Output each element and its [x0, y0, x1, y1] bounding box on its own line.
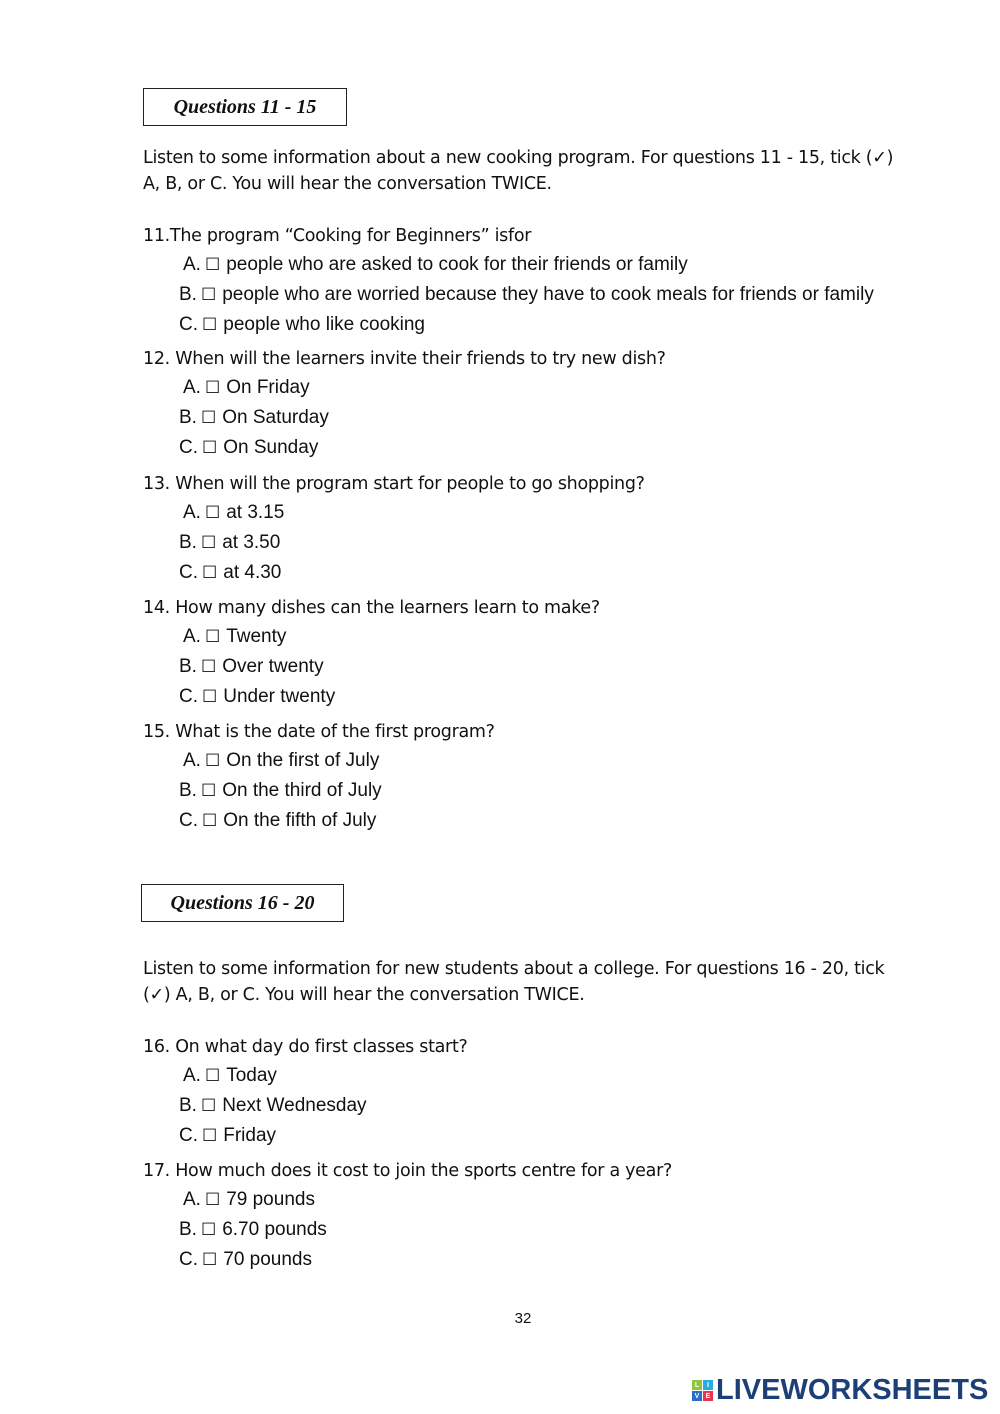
checkbox-icon[interactable]: ☐	[202, 563, 218, 582]
option-text: people who are worried because they have to cook meals for friends or family	[222, 284, 874, 305]
answer-option[interactable]	[179, 686, 335, 708]
logo-tile: I	[703, 1380, 713, 1390]
answer-option[interactable]	[183, 502, 284, 524]
option-letter: B.	[179, 284, 197, 305]
checkbox-icon[interactable]: ☐	[204, 1066, 221, 1085]
option-letter: C.	[179, 437, 198, 458]
option-text: Friday	[223, 1125, 277, 1146]
option-letter: C.	[179, 1249, 198, 1270]
answer-option[interactable]	[179, 1249, 312, 1271]
section-header: Questions 11 - 15	[173, 95, 317, 118]
option-letter: A.	[183, 254, 201, 275]
option-letter: B.	[179, 532, 197, 553]
logo-tile: V	[692, 1391, 702, 1401]
option-letter: B.	[179, 656, 197, 677]
instructions: Listen to some information about a new cooking program. For questions 11 - 15, tick (✓) A, B, or C. You will hear the conversation TWICE.	[143, 148, 894, 194]
checkbox-icon[interactable]: ☐	[204, 255, 221, 274]
checkbox-icon[interactable]: ☐	[202, 438, 218, 457]
page-number: 32	[514, 1310, 532, 1327]
answer-option[interactable]	[179, 314, 425, 336]
answer-option[interactable]	[179, 780, 382, 802]
answer-option[interactable]	[179, 810, 376, 832]
section-header-box	[141, 884, 344, 922]
section-header-box	[143, 88, 347, 126]
logo-text: LIVEWORKSHEETS	[716, 1374, 989, 1406]
option-text: On the fifth of July	[223, 810, 377, 831]
option-text: people who like cooking	[223, 314, 425, 335]
answer-option[interactable]	[183, 1189, 315, 1211]
option-text: Under twenty	[223, 686, 336, 707]
option-text: 79 pounds	[226, 1189, 315, 1210]
question-text: 14. How many dishes can the learners learn to make?	[143, 598, 600, 618]
option-letter: B.	[179, 407, 197, 428]
checkbox-icon[interactable]: ☐	[200, 781, 217, 800]
option-text: On the third of July	[222, 780, 382, 801]
option-letter: A.	[183, 502, 201, 523]
instructions: Listen to some information for new students about a college. For questions 16 - 20, tick (✓) A, B, or C. You will hear the conversation TWICE.	[143, 959, 885, 1005]
option-text: Twenty	[226, 626, 287, 647]
logo-tile: E	[703, 1391, 713, 1401]
option-text: at 3.50	[222, 532, 281, 553]
checkbox-icon[interactable]: ☐	[200, 285, 217, 304]
answer-option[interactable]	[183, 1065, 277, 1087]
option-text: 70 pounds	[223, 1249, 312, 1270]
answer-option[interactable]	[179, 1095, 367, 1117]
checkbox-icon[interactable]: ☐	[202, 1250, 218, 1269]
option-text: people who are asked to cook for their friends or family	[226, 254, 688, 275]
option-text: Over twenty	[222, 656, 324, 677]
checkbox-icon[interactable]: ☐	[204, 627, 221, 646]
checkbox-icon[interactable]: ☐	[202, 687, 218, 706]
question-text: 17. How much does it cost to join the sports centre for a year?	[143, 1161, 672, 1181]
logo-tile: L	[692, 1380, 702, 1390]
checkbox-icon[interactable]: ☐	[204, 751, 221, 770]
option-letter: A.	[183, 626, 201, 647]
option-letter: C.	[179, 810, 198, 831]
question-text: 16. On what day do first classes start?	[143, 1037, 468, 1057]
answer-option[interactable]	[179, 532, 280, 554]
option-letter: A.	[183, 750, 201, 771]
option-letter: A.	[183, 1189, 201, 1210]
checkbox-icon[interactable]: ☐	[204, 503, 221, 522]
option-text: On Saturday	[222, 407, 329, 428]
option-text: On Sunday	[223, 437, 319, 458]
checkbox-icon[interactable]: ☐	[202, 811, 218, 830]
logo-tiles-icon	[692, 1380, 713, 1401]
option-letter: C.	[179, 314, 198, 335]
option-letter: C.	[179, 562, 198, 583]
question-text: 12. When will the learners invite their friends to try new dish?	[143, 349, 666, 369]
option-letter: A.	[183, 1065, 201, 1086]
option-text: Today	[226, 1065, 277, 1086]
answer-option[interactable]	[179, 284, 874, 306]
option-text: Next Wednesday	[222, 1095, 367, 1116]
option-letter: B.	[179, 1095, 197, 1116]
answer-option[interactable]	[183, 254, 688, 276]
option-letter: A.	[183, 377, 201, 398]
answer-option[interactable]	[179, 656, 324, 678]
option-letter: C.	[179, 1125, 198, 1146]
liveworksheets-logo	[692, 1374, 988, 1407]
option-letter: B.	[179, 1219, 197, 1240]
answer-option[interactable]	[183, 750, 379, 772]
question-text: 15. What is the date of the first program?	[143, 722, 495, 742]
checkbox-icon[interactable]: ☐	[204, 378, 221, 397]
answer-option[interactable]	[179, 1125, 276, 1147]
answer-option[interactable]	[179, 562, 281, 584]
checkbox-icon[interactable]: ☐	[200, 533, 217, 552]
checkbox-icon[interactable]: ☐	[202, 1126, 218, 1145]
checkbox-icon[interactable]: ☐	[200, 1096, 217, 1115]
answer-option[interactable]	[183, 377, 310, 399]
checkbox-icon[interactable]: ☐	[200, 408, 217, 427]
section-header: Questions 16 - 20	[170, 891, 315, 914]
answer-option[interactable]	[179, 407, 329, 429]
option-letter: B.	[179, 780, 197, 801]
answer-option[interactable]	[183, 626, 286, 648]
checkbox-icon[interactable]: ☐	[204, 1190, 221, 1209]
question-text: 11.The program “Cooking for Beginners” isfor	[143, 226, 532, 246]
checkbox-icon[interactable]: ☐	[200, 1220, 217, 1239]
option-text: 6.70 pounds	[222, 1219, 327, 1240]
option-text: On Friday	[226, 377, 310, 398]
option-letter: C.	[179, 686, 198, 707]
checkbox-icon[interactable]: ☐	[200, 657, 217, 676]
option-text: On the first of July	[226, 750, 380, 771]
checkbox-icon[interactable]: ☐	[202, 315, 218, 334]
option-text: at 4.30	[223, 562, 282, 583]
option-text: at 3.15	[226, 502, 285, 523]
question-text: 13. When will the program start for people to go shopping?	[143, 474, 645, 494]
answer-option[interactable]	[179, 437, 318, 459]
answer-option[interactable]	[179, 1219, 327, 1241]
